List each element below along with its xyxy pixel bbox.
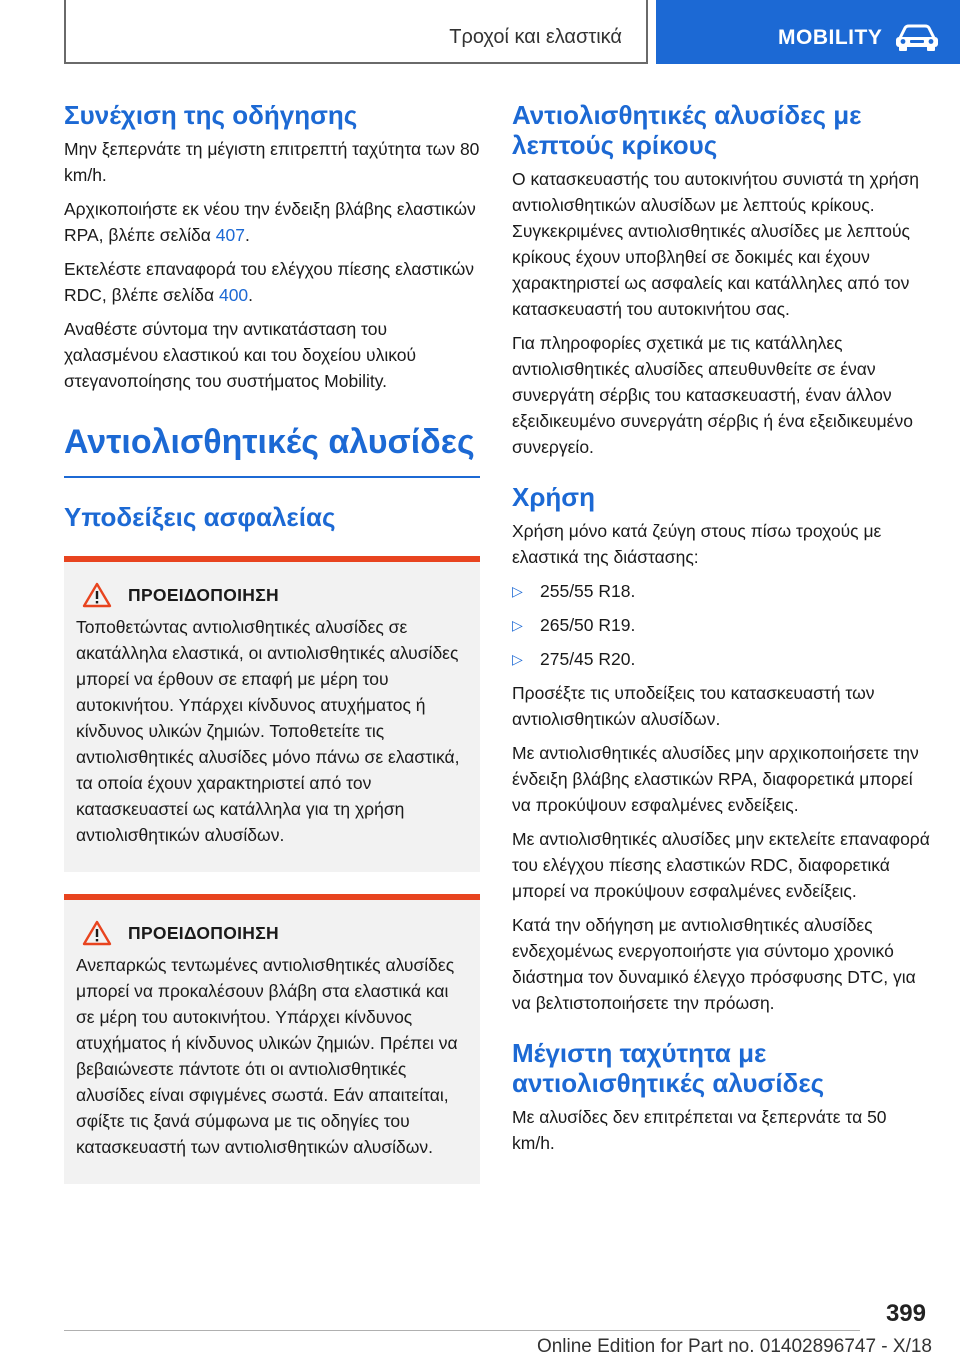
left-column — [64, 100, 480, 1184]
list-item: ▷ 265/50 R19. — [512, 612, 932, 638]
warning-box — [64, 556, 480, 872]
chapter-title: Τροχοί και ελαστικά — [449, 26, 622, 48]
list-item: ▷ 275/45 R20. — [512, 646, 932, 672]
page-header — [0, 0, 960, 66]
car-icon — [894, 24, 940, 52]
section-badge-label: MOBILITY — [778, 26, 883, 49]
footer-edition-text: Online Edition for Part no. 01402896747 - X/18 — [536, 1336, 932, 1357]
page-link[interactable]: 400 — [218, 285, 249, 305]
warning-triangle-icon — [82, 920, 112, 946]
warning-box — [64, 894, 480, 1184]
tire-size-list — [512, 578, 932, 672]
warning-title: ΠΡΟΕΙΔΟΠΟΙΗΣΗ — [128, 922, 279, 943]
triangle-bullet-icon: ▷ — [512, 651, 523, 667]
paragraph: Με αλυσίδες δεν επιτρέπεται να ξεπερνάτε τα 50 km/h. — [512, 1107, 887, 1153]
triangle-bullet-icon: ▷ — [512, 617, 523, 633]
paragraph: Κατά την οδήγηση με αντιολισθητικές αλυσίδες ενδεχομένως ενεργοποιήστε για σύντομο χρονικό διάστημα τον δυναμικό έλεγχο πρόσφυσης DTC, για να βελτιστοποιήσετε την πρόωση. — [512, 915, 916, 1013]
warning-title: ΠΡΟΕΙΔΟΠΟΙΗΣΗ — [128, 584, 279, 605]
triangle-bullet-icon: ▷ — [512, 583, 523, 599]
page-number: 399 — [885, 1300, 926, 1327]
header-title-box — [64, 0, 648, 64]
usage-heading: Χρήση — [512, 482, 595, 512]
snow-chains-heading: Αντιολισθητικές αλυσίδες — [64, 423, 475, 461]
warning-text: Τοποθετώντας αντιολισθητικές αλυσίδες σε ακατάλληλα ελαστικά, οι αντιολισθητικές αλυσίδες μπορεί να έρθουν σε επαφή με μέρη του αυτοκινήτου. Υπάρχει κίνδυνος ατυχήματος ή κίνδυνος υλικών ζημιών. Τοποθετείτε τις αντιολισθητικές αλυσίδες μόνο πάνω σε ελαστικά, τα οποία έχουν χαρακτηριστεί από τον κατασκευαστεί ως κατάλληλα για τη χρήση αντιολισθητικών αλυσίδων. — [76, 617, 460, 845]
heading-divider — [64, 476, 480, 478]
paragraph: Μην ξεπερνάτε τη μέγιστη επιτρεπτή ταχύτητα των 80 km/h. — [64, 139, 480, 185]
paragraph: Προσέξτε τις υποδείξεις του κατασκευαστή των αντιολισθητικών αλυσίδων. — [512, 683, 875, 729]
warning-triangle-icon — [82, 582, 112, 608]
paragraph: Με αντιολισθητικές αλυσίδες μην αρχικοποιήσετε την ένδειξη βλάβης ελαστικών RPA, διαφορετικά μπορεί να προκύψουν εσφαλμένες ενδείξεις. — [512, 743, 919, 815]
continue-driving-heading: Συνέχιση της οδήγησης — [64, 100, 358, 130]
page-link[interactable]: 407 — [215, 225, 245, 245]
right-column — [512, 100, 932, 1164]
paragraph: Χρήση μόνο κατά ζεύγη στους πίσω τροχούς με ελαστικά της διάστασης: — [512, 521, 882, 567]
paragraph: Αναθέστε σύντομα την αντικατάσταση του χαλασμένου ελαστικού και του δοχείου υλικού στεγανοποίησης του συστήματος Mobility. — [64, 319, 417, 391]
section-badge — [656, 0, 960, 64]
footer-divider — [64, 1330, 860, 1331]
paragraph: Αρχικοποιήστε εκ νέου την ένδειξη βλάβης ελαστικών RPA, βλέπε σελίδα 407. — [64, 199, 476, 245]
paragraph: Εκτελέστε επαναφορά του ελέγχου πίεσης ελαστικών RDC, βλέπε σελίδα 400. — [64, 259, 475, 305]
thin-link-chains-heading: Αντιολισθητικές αλυσίδες με λεπτούς κρίκους — [512, 100, 862, 160]
safety-notes-heading: Υποδείξεις ασφαλείας — [64, 502, 336, 532]
paragraph: Για πληροφορίες σχετικά με τις κατάλληλες αντιολισθητικές αλυσίδες απευθυνθείτε σε έναν συνεργάτη σέρβις του κατασκευαστή, έναν άλλον εξειδικευμένο συνεργάτη σέρβις ή ένα εξειδικευμένο συνεργείο. — [512, 333, 913, 457]
list-item: ▷ 255/55 R18. — [512, 578, 932, 604]
paragraph: Ο κατασκευαστής του αυτοκινήτου συνιστά τη χρήση αντιολισθητικών αλυσίδων με λεπτούς κρίκους. Συγκεκριμένες αντιολισθητικές αλυσίδες με λεπτούς κρίκους έχουν υποβληθεί σε δοκιμές και έχουν χαρακτηριστεί ως ασφαλείς και κατάλληλες από τον κατασκευαστή του αυτοκινήτου σας. — [512, 169, 919, 319]
warning-text: Ανεπαρκώς τεντωμένες αντιολισθητικές αλυσίδες μπορεί να προκαλέσουν βλάβη στα ελαστικά και σε μέρη του αυτοκινήτου. Υπάρχει κίνδυνος ατυχήματος ή κίνδυνος υλικών ζημιών. Πρέπει να βεβαιώνεστε πάντοτε ότι οι αντιολισθητικές αλυσίδες είναι σφιγμένες σωστά. Εάν απαιτείται, σφίξτε τις ξανά σύμφωνα με τις οδηγίες του κατασκευαστή των αντιολισθητικών αλυσίδων. — [76, 955, 458, 1157]
max-speed-heading: Μέγιστη ταχύτητα με αντιολισθητικές αλυσίδες — [512, 1038, 825, 1098]
paragraph: Με αντιολισθητικές αλυσίδες μην εκτελείτε επαναφορά του ελέγχου πίεσης ελαστικών RDC, διαφορετικά μπορεί να προκύψουν εσφαλμένες ενδείξεις. — [512, 829, 930, 901]
